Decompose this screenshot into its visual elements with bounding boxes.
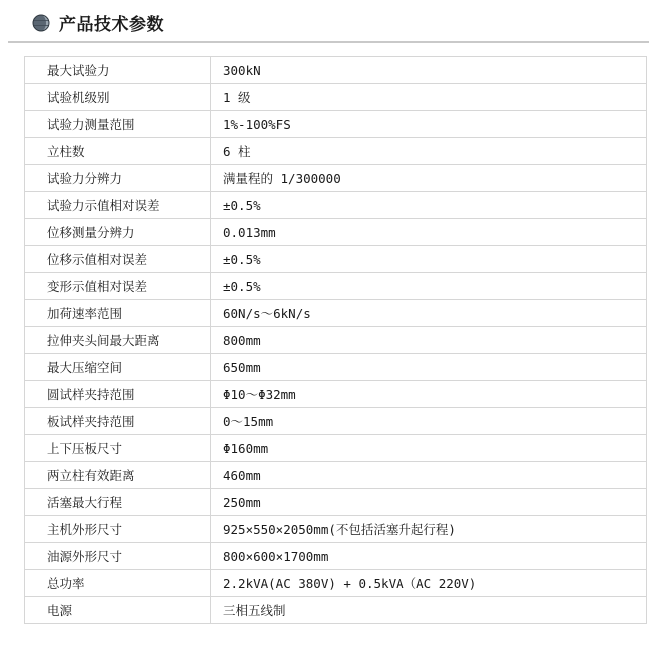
- spec-name: 板试样夹持范围: [25, 408, 211, 435]
- spec-value: 650mm: [211, 354, 647, 381]
- table-row: [25, 246, 647, 273]
- spec-name: 立柱数: [25, 138, 211, 165]
- spec-name: 两立柱有效距离: [25, 462, 211, 489]
- product-spec-table: [24, 56, 647, 624]
- spec-value: 800mm: [211, 327, 647, 354]
- table-row: [25, 489, 647, 516]
- spec-value: ±0.5%: [211, 192, 647, 219]
- table-row: [25, 462, 647, 489]
- spec-value: ±0.5%: [211, 246, 647, 273]
- spec-name: 活塞最大行程: [25, 489, 211, 516]
- table-row: [25, 84, 647, 111]
- table-row: [25, 138, 647, 165]
- spec-name: 位移测量分辨力: [25, 219, 211, 246]
- table-row: [25, 435, 647, 462]
- spec-value: 60N/s～6kN/s: [211, 300, 647, 327]
- table-row: [25, 543, 647, 570]
- spec-value: 2.2kVA(AC 380V) + 0.5kVA（AC 220V): [211, 570, 647, 597]
- spec-value: 460mm: [211, 462, 647, 489]
- globe-icon: [32, 14, 50, 32]
- table-row: [25, 570, 647, 597]
- spec-name: 油源外形尺寸: [25, 543, 211, 570]
- spec-name: 最大试验力: [25, 57, 211, 84]
- spec-name: 圆试样夹持范围: [25, 381, 211, 408]
- page-title: 产品技术参数: [59, 15, 164, 35]
- spec-value: 800×600×1700mm: [211, 543, 647, 570]
- table-row: [25, 381, 647, 408]
- page-header: [8, 0, 649, 43]
- spec-value: 250mm: [211, 489, 647, 516]
- spec-table-body: [25, 57, 647, 624]
- spec-value: 满量程的 1/300000: [211, 165, 647, 192]
- spec-name: 总功率: [25, 570, 211, 597]
- spec-name: 试验力测量范围: [25, 111, 211, 138]
- spec-value: 1%-100%FS: [211, 111, 647, 138]
- spec-name: 最大压缩空间: [25, 354, 211, 381]
- spec-name: 电源: [25, 597, 211, 624]
- spec-name: 上下压板尺寸: [25, 435, 211, 462]
- spec-name: 变形示值相对误差: [25, 273, 211, 300]
- spec-value: 6 柱: [211, 138, 647, 165]
- table-row: [25, 165, 647, 192]
- table-row: [25, 219, 647, 246]
- spec-name: 加荷速率范围: [25, 300, 211, 327]
- spec-value: 0～15mm: [211, 408, 647, 435]
- table-row: [25, 597, 647, 624]
- spec-value: ±0.5%: [211, 273, 647, 300]
- table-row: [25, 300, 647, 327]
- spec-value: Φ10～Φ32mm: [211, 381, 647, 408]
- spec-name: 试验力分辨力: [25, 165, 211, 192]
- spec-value: 三相五线制: [211, 597, 647, 624]
- spec-name: 主机外形尺寸: [25, 516, 211, 543]
- spec-name: 试验机级别: [25, 84, 211, 111]
- spec-name: 拉伸夹头间最大距离: [25, 327, 211, 354]
- spec-value: 0.013mm: [211, 219, 647, 246]
- spec-table-container: [24, 56, 649, 624]
- table-row: [25, 192, 647, 219]
- spec-value: 1 级: [211, 84, 647, 111]
- table-row: [25, 57, 647, 84]
- spec-name: 位移示值相对误差: [25, 246, 211, 273]
- table-row: [25, 327, 647, 354]
- table-row: [25, 516, 647, 543]
- table-row: [25, 111, 647, 138]
- spec-name: 试验力示值相对误差: [25, 192, 211, 219]
- spec-value: 925×550×2050mm(不包括活塞升起行程): [211, 516, 647, 543]
- table-row: [25, 408, 647, 435]
- spec-value: 300kN: [211, 57, 647, 84]
- table-row: [25, 273, 647, 300]
- spec-value: Φ160mm: [211, 435, 647, 462]
- table-row: [25, 354, 647, 381]
